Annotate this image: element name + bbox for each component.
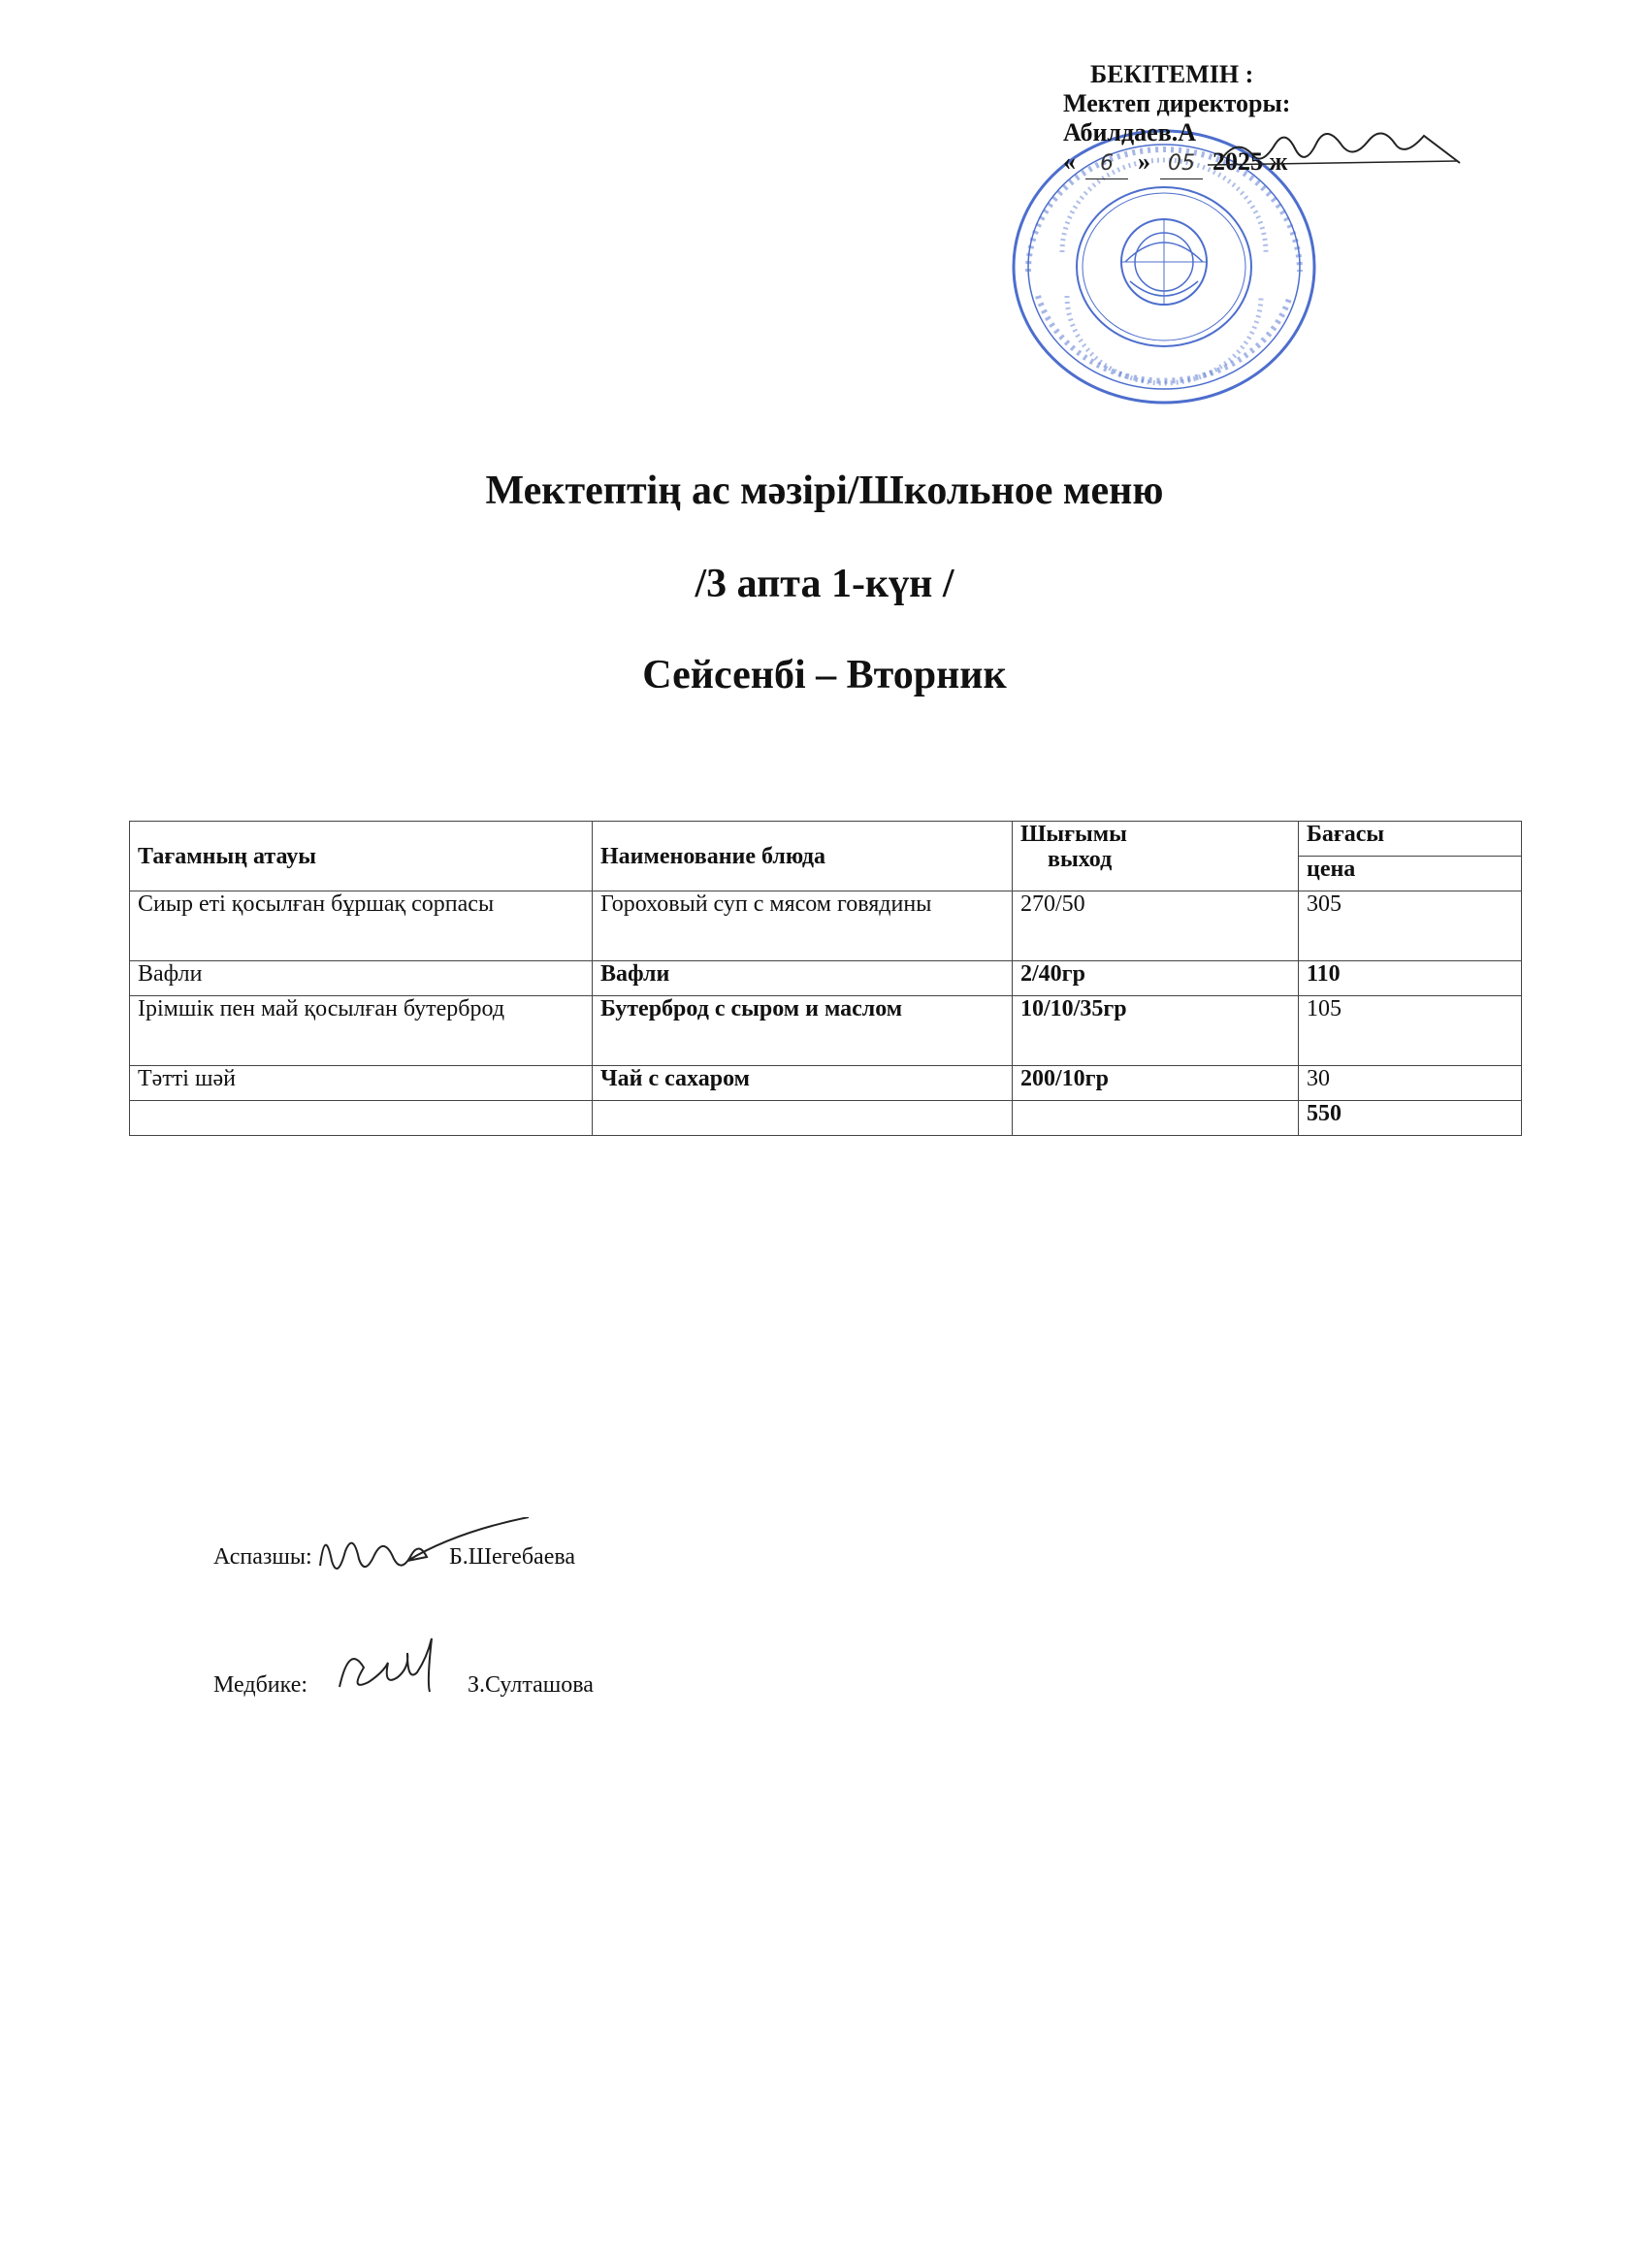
menu-title: Мектептің ас мәзірі/Школьное меню <box>485 469 1164 513</box>
cell-empty <box>1013 1101 1299 1136</box>
cell-output: 10/10/35гр <box>1013 996 1299 1066</box>
table-header-row <box>130 822 1522 857</box>
cell-name-ru: Гороховый суп с мясом говядины <box>593 891 1013 961</box>
cell-name-kz: Сиыр еті қосылған бұршақ сорпасы <box>130 891 593 961</box>
cell-empty <box>593 1101 1013 1136</box>
cook-role: Аспазшы: <box>213 1544 312 1570</box>
date-day: 6 <box>1085 149 1128 179</box>
cell-output: 2/40гр <box>1013 961 1299 996</box>
cell-price: 105 <box>1299 996 1522 1066</box>
cell-empty <box>130 1101 593 1136</box>
table-row <box>130 996 1522 1066</box>
date-open-quote: « <box>1063 147 1076 176</box>
approval-heading: БЕКІТЕМІН : <box>1090 60 1254 88</box>
director-signature <box>1203 124 1465 182</box>
table-row <box>130 891 1522 961</box>
menu-week-day: /3 апта 1-күн / <box>695 562 954 606</box>
cell-total-price: 550 <box>1299 1101 1522 1136</box>
cell-name-ru: Чай с сахаром <box>593 1066 1013 1101</box>
cell-name-kz: Ірімшік пен май қосылған бутерброд <box>130 996 593 1066</box>
cell-name-kz: Вафли <box>130 961 593 996</box>
header-name-ru: Наименование блюда <box>593 822 1013 891</box>
nurse-signature <box>330 1634 456 1711</box>
cell-name-ru: Бутерброд с сыром и маслом <box>593 996 1013 1066</box>
header-price-kz: Бағасы <box>1299 822 1522 857</box>
header-price-ru: цена <box>1299 857 1522 891</box>
header-name-kz: Тағамның атауы <box>130 822 593 891</box>
date-year: 2025 ж <box>1212 147 1288 176</box>
nurse-role: Медбике: <box>213 1672 308 1698</box>
menu-weekday-name: Сейсенбі – Вторник <box>642 653 1007 697</box>
cell-price: 30 <box>1299 1066 1522 1101</box>
nurse-name: З.Султашова <box>468 1672 594 1698</box>
cell-output: 270/50 <box>1013 891 1299 961</box>
date-close-quote: » <box>1138 147 1150 176</box>
date-month: 05 <box>1160 149 1203 179</box>
header-output <box>1013 822 1299 891</box>
table-row <box>130 961 1522 996</box>
header-output-ru: выход <box>1048 847 1113 872</box>
cell-price: 110 <box>1299 961 1522 996</box>
director-position: Мектеп директоры: <box>1063 89 1291 117</box>
menu-table <box>129 821 1522 1136</box>
table-row <box>130 1066 1522 1101</box>
cell-output: 200/10гр <box>1013 1066 1299 1101</box>
cell-name-kz: Тәтті шәй <box>130 1066 593 1101</box>
director-name: Абилдаев.А <box>1063 118 1197 146</box>
table-total-row <box>130 1101 1522 1136</box>
cell-name-ru: Вафли <box>593 961 1013 996</box>
header-output-kz: Шығымы <box>1020 822 1127 847</box>
cook-name: Б.Шегебаева <box>449 1544 576 1570</box>
cell-price: 305 <box>1299 891 1522 961</box>
